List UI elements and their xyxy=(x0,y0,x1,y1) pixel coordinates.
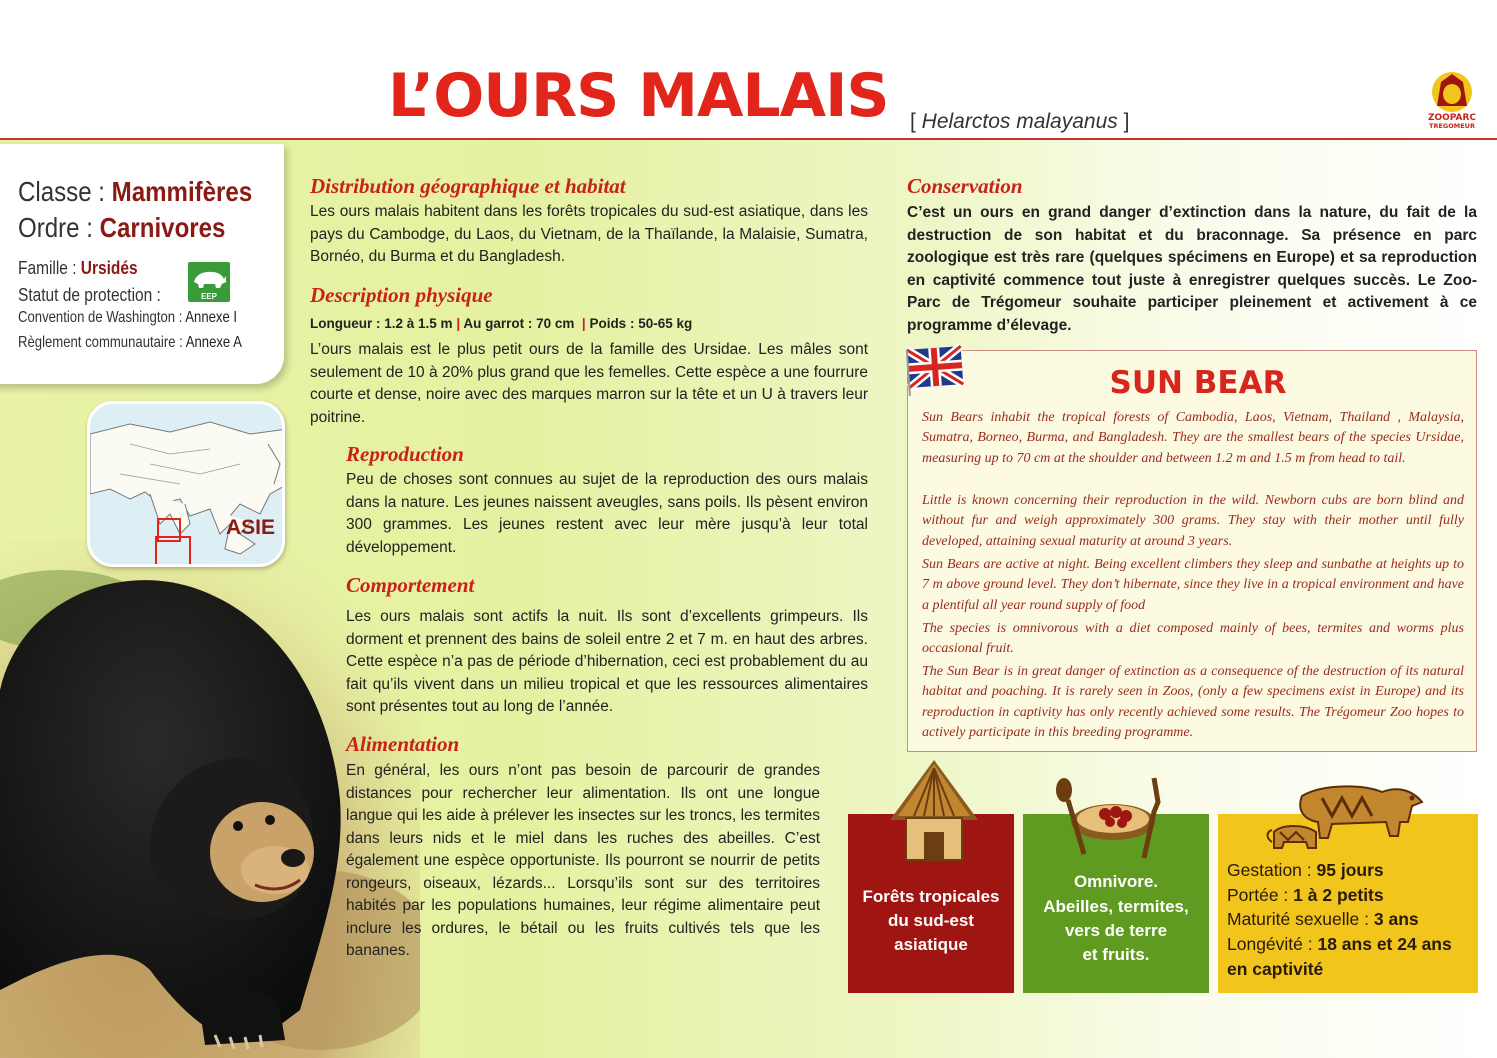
distribution-text: Les ours malais habitent dans les forêts tropicales du sud-est asiatique, dans les pays du Cambodge, du Laos, du Vietnam, de la Thaïlande, la Malaisie, Sumatra, Bornéo, du Burma et du Bangladesh. xyxy=(310,203,868,265)
asia-map xyxy=(87,401,285,567)
comportement-text: Les ours malais sont actifs la nuit. Ils sont d’excellents grimpeurs. Ils dorment et prennent des bains de soleil entre 2 et 7 m. en haut des arbres. Cette espèce n’a pas de période d’hibernation, ceci est probablement du au fait qu’ils vivent dans un milieu tropical et que les ressources alimentaires sont présentes tout au long de l’année. xyxy=(346,608,868,715)
longevite-value-2: en captivité xyxy=(1227,959,1324,979)
classification-card xyxy=(0,144,284,384)
classe-label: Classe : xyxy=(18,176,112,207)
maturite-line xyxy=(1227,909,1419,930)
scientific-name: [ Helarctos malayanus ] xyxy=(910,110,1130,133)
english-paragraph: Little is known concerning their reproduction in the wild. Newborn cubs are born blind and without fur and weigh approximately 300 grams. They stay with their mother until fully developed, attaining sexual maturity at around 3 years. xyxy=(922,493,1464,549)
diet-line: vers de terre xyxy=(1064,921,1168,940)
statut-label: Statut de protection : xyxy=(18,285,161,305)
portee-value: 1 à 2 petits xyxy=(1293,885,1384,905)
portee-line xyxy=(1227,885,1384,906)
gestation-value: 95 jours xyxy=(1316,860,1384,880)
ordre-value: Carnivores xyxy=(99,212,226,243)
svg-text:TREGOMEUR: TREGOMEUR xyxy=(1429,122,1475,130)
washington-value: Annexe I xyxy=(185,309,238,326)
longevite-line xyxy=(1227,934,1452,955)
eep-label: EEP xyxy=(200,292,217,301)
english-title: SUN BEAR xyxy=(1109,365,1287,401)
longevite-value: 18 ans et 24 ans xyxy=(1317,934,1452,954)
famille-value: Ursidés xyxy=(80,258,138,278)
hut-icon xyxy=(884,758,984,864)
classe-value: Mammifères xyxy=(111,176,253,207)
reglement-value: Annexe A xyxy=(185,334,242,351)
description-title: Description physique xyxy=(310,283,493,307)
header-divider xyxy=(0,138,1497,140)
famille-label: Famille : xyxy=(18,258,81,278)
english-paragraph: The Sun Bear is in great danger of extinction as a consequence of the destruction of its natural habitat and poaching. It is rarely seen in Zoos, (only a few specimens exist in Europe) and its reproduction in captivity has only recently achieved some results. The Trégomeur Zoo hopes to actively participate in this breeding programme. xyxy=(922,664,1464,740)
map-label: ASIE xyxy=(226,516,276,539)
english-paragraph: The species is omnivorous with a diet composed mainly of bees, termites and worms plus occasional fruit. xyxy=(922,621,1464,657)
english-paragraph: Sun Bears are active at night. Being excellent climbers they sleep and sunbathe at heights up to 7 m above ground level. They don’t hibernate, since they live in a tropical environment and have a plentiful all year round supply of food xyxy=(922,557,1464,613)
measure-length: Longueur : 1.2 à 1.5 m xyxy=(310,316,453,331)
measure-weight: Poids : 50-65 kg xyxy=(589,316,693,331)
zooparc-logo xyxy=(1419,68,1485,130)
header xyxy=(0,0,1497,140)
scientific-name-text: Helarctos malayanus xyxy=(921,110,1118,133)
alimentation-text: En général, les ours n’ont pas besoin de parcourir de grandes distances pour rechercher leur alimentation. Ils ont une longue langue qui les aide à prélever les insectes sur les troncs, les termites dans leurs nids et le miel dans les ruches des abeilles. C’est également une espèce opportuniste. Ils pourront se nourrir de petits rongeurs, oiseaux, lézards... Lorsqu’ils sont sur des territoires habités par les populations humaines, leur régime alimentaire peut inclure les ordures, le bétail ou les fruits cultivés tels que les bananes. xyxy=(346,762,820,959)
ordre-line xyxy=(18,212,225,244)
gestation-label: Gestation : xyxy=(1227,860,1317,880)
longevite-line-2 xyxy=(1227,959,1323,980)
alimentation-title: Alimentation xyxy=(346,732,460,756)
washington-label: Convention de Washington : xyxy=(18,309,186,326)
reglement-label: Règlement communautaire : xyxy=(18,334,186,351)
eep-badge xyxy=(188,262,230,302)
rhino-icon xyxy=(188,262,230,292)
classe-line xyxy=(18,176,252,208)
description-text: L’ours malais est le plus petit ours de la famille des Ursidae. Les mâles sont seulement de 10 à 20% plus grand que les femelles. Cette espèce a une fourrure courte et dense, noire avec des marques marron sur la tête et un U à travers leur poitrine. xyxy=(310,341,868,426)
washington-line xyxy=(18,309,237,327)
reproduction-title: Reproduction xyxy=(346,442,464,466)
diet-line: Omnivore. xyxy=(1073,872,1159,891)
svg-text:ZOOPARC: ZOOPARC xyxy=(1427,113,1477,123)
animal-family-icon xyxy=(1262,776,1432,860)
english-paragraph: Sun Bears inhabit the tropical forests of Cambodia, Laos, Vietnam, Thailand , Malaysia, Sumatra, Borneo, Burma, and Bangladesh. They are the smallest bears of the species Ursidae, measuring up to 70 cm at the shoulder and between 1.2 m and 1.5 m from head to tail. xyxy=(922,410,1464,466)
habitat-line: asiatique xyxy=(894,935,968,954)
conservation-text: C’est un ours en grand danger d’extinction dans la nature, du fait de la destruction de son habitat et du braconnage. Sa présence en parc zoologique est très rare (quelques spécimens en Europe) et sa reproduction en captivité commence tout juste à enregistrer quelques succès. Le Zoo-Parc de Trégomeur souhaite participer pleinement et activement à ce programme d’élevage. xyxy=(907,204,1477,334)
distribution-title: Distribution géographique et habitat xyxy=(310,174,626,198)
habitat-line: Forêts tropicales xyxy=(862,887,1000,906)
maturite-label: Maturité sexuelle : xyxy=(1227,909,1374,929)
plate-cutlery-icon xyxy=(1050,772,1176,864)
maturite-value: 3 ans xyxy=(1373,909,1419,929)
gestation-line xyxy=(1227,860,1384,881)
conservation-title: Conservation xyxy=(907,174,1023,198)
reglement-line xyxy=(18,334,242,352)
map-graphic xyxy=(90,404,285,567)
famille-line xyxy=(18,258,138,279)
portee-label: Portée : xyxy=(1227,885,1294,905)
measure-shoulder: Au garrot : 70 cm xyxy=(463,316,575,331)
page-title: L’OURS MALAIS xyxy=(388,61,889,131)
longevite-label: Longévité : xyxy=(1227,934,1318,954)
diet-line: Abeilles, termites, xyxy=(1043,897,1189,916)
uk-flag-icon xyxy=(904,338,966,396)
ordre-label: Ordre : xyxy=(18,212,100,243)
english-summary-box xyxy=(907,350,1477,752)
measurements: Longueur : 1.2 à 1.5 m | Au garrot : 70 cm | Poids : 50-65 kg xyxy=(310,316,693,331)
habitat-line: du sud-est xyxy=(888,911,974,930)
reproduction-text: Peu de choses sont connues au sujet de la reproduction des ours malais dans la nature. Les jeunes naissent aveugles, sans poils. Ils pèsent environ 300 grammes. Les jeunes restent avec leur mère jusqu’à leur total développement. xyxy=(346,471,868,556)
comportement-title: Comportement xyxy=(346,573,475,597)
diet-line: et fruits. xyxy=(1082,945,1150,964)
